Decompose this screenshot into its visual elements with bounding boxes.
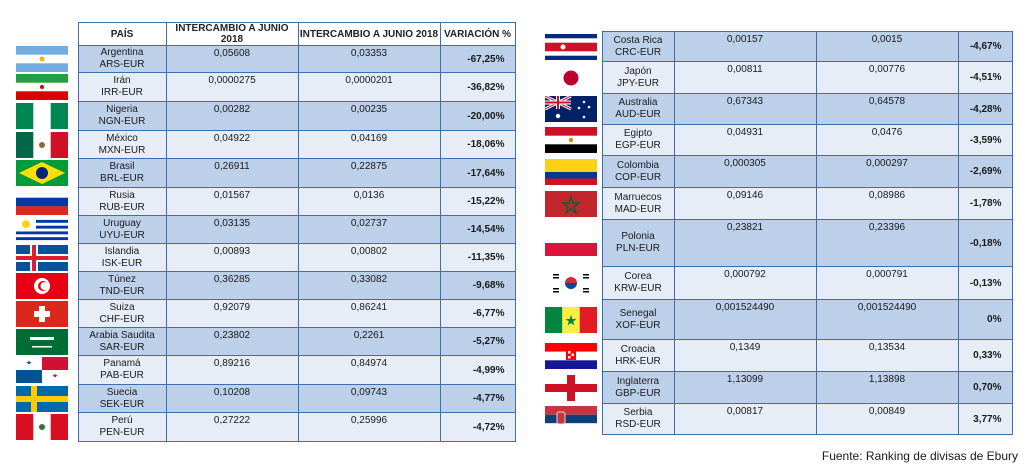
- variation-cell: -6,77%: [440, 300, 515, 328]
- rate-june-cell: 0,26911: [166, 159, 298, 188]
- rate-june-cell: 0,000792: [674, 267, 816, 300]
- serbia-flag-icon: [545, 406, 597, 432]
- country-name: Irán: [113, 75, 131, 86]
- currency-pair: KRW-EUR: [614, 283, 662, 294]
- rate-june-cell-2: 0,84974: [298, 356, 440, 385]
- table-row: [6, 46, 515, 73]
- country-cell: [602, 220, 674, 267]
- mexico-flag-icon: [16, 132, 68, 158]
- country-name: Brasil: [109, 161, 135, 172]
- country-name: Australia: [618, 97, 658, 108]
- country-cell: [602, 32, 674, 62]
- country-name: Panamá: [103, 358, 141, 369]
- rate-june-cell-2: 0,000297: [816, 156, 958, 188]
- variation-cell: -36,82%: [440, 73, 515, 102]
- country-cell: [78, 46, 166, 73]
- switzerland-flag-icon: [16, 301, 68, 327]
- poland-flag-icon: [545, 230, 597, 256]
- country-cell: [602, 372, 674, 404]
- table-row: [6, 73, 515, 102]
- rate-june-cell: 0,01567: [166, 188, 298, 216]
- senegal-flag-icon: [545, 307, 597, 333]
- variation-cell: -1,78%: [958, 188, 1012, 220]
- table-row: [540, 404, 1012, 435]
- rate-june-cell: 0,1349: [674, 340, 816, 372]
- rate-june-cell-2: 0,03353: [298, 46, 440, 73]
- table-row: [6, 272, 515, 300]
- table-row: [6, 102, 515, 131]
- variation-cell: -4,28%: [958, 94, 1012, 125]
- variation-cell: 3,77%: [958, 404, 1012, 435]
- currency-pair: COP-EUR: [614, 171, 662, 183]
- currency-pair: RSD-EUR: [615, 419, 661, 430]
- currency-pair: JPY-EUR: [617, 77, 659, 89]
- country-name: Argentina: [100, 47, 144, 58]
- country-name: Perú: [111, 415, 133, 426]
- rate-june-cell: 0,04931: [674, 125, 816, 156]
- country-name: Polonia: [621, 231, 655, 242]
- rate-june-cell: 0,0000275: [166, 73, 298, 102]
- variation-cell: -4,77%: [440, 385, 515, 413]
- rate-june-cell: 0,10208: [166, 385, 298, 413]
- rate-june-cell-2: 0,0136: [298, 188, 440, 216]
- rate-june-cell: 0,00157: [674, 32, 816, 62]
- variation-cell: -18,06%: [440, 131, 515, 159]
- uruguay-flag-icon: [16, 217, 68, 243]
- country-cell: [78, 102, 166, 131]
- variation-cell: 0%: [958, 300, 1012, 340]
- croatia-flag-icon: [545, 343, 597, 369]
- rate-june-cell-2: 0,0015: [816, 32, 958, 62]
- table-row: [6, 159, 515, 188]
- country-cell: [78, 413, 166, 442]
- currency-pair: PAB-EUR: [100, 370, 144, 381]
- rate-june-cell: 0,00282: [166, 102, 298, 131]
- source-note: Fuente: Ranking de divisas de Ebury: [821, 449, 1018, 463]
- table-row: [6, 413, 515, 442]
- currency-pair: CRC-EUR: [614, 46, 662, 58]
- rate-june-cell: 0,67343: [674, 94, 816, 125]
- table-row: [6, 131, 515, 159]
- table-row: [540, 340, 1012, 372]
- currency-pair: IRR-EUR: [101, 87, 143, 98]
- currency-pair: ARS-EUR: [99, 59, 145, 70]
- currency-pair: TND-EUR: [99, 285, 145, 297]
- country-name: Rusia: [109, 189, 135, 201]
- currency-pair: UYU-EUR: [99, 229, 145, 241]
- country-cell: [602, 404, 674, 435]
- country-cell: [602, 94, 674, 125]
- currency-pair: MXN-EUR: [98, 144, 146, 156]
- left-exchange-table: [6, 22, 516, 442]
- rate-june-cell: 1,13099: [674, 372, 816, 404]
- variation-cell: -4,51%: [958, 62, 1012, 94]
- variation-cell: -0,13%: [958, 267, 1012, 300]
- table-row: [540, 125, 1012, 156]
- rate-june-cell-2: 0,86241: [298, 300, 440, 328]
- variation-cell: -14,54%: [440, 216, 515, 244]
- rate-june-cell: 0,36285: [166, 272, 298, 300]
- rate-june-cell-2: 0,0476: [816, 125, 958, 156]
- rate-june-cell-2: 0,2261: [298, 328, 440, 356]
- variation-cell: -4,72%: [440, 413, 515, 442]
- rate-june-cell: 0,89216: [166, 356, 298, 385]
- rate-june-cell: 0,04922: [166, 131, 298, 159]
- currency-pair: SEK-EUR: [99, 398, 145, 410]
- country-name: Japón: [624, 65, 652, 77]
- table-row: [540, 94, 1012, 125]
- rate-june-cell: 0,05608: [166, 46, 298, 73]
- variation-cell: -5,27%: [440, 328, 515, 356]
- table-row: [540, 372, 1012, 404]
- country-name: Costa Rica: [613, 34, 663, 46]
- variation-cell: -9,68%: [440, 272, 515, 300]
- variation-cell: -20,00%: [440, 102, 515, 131]
- variation-cell: -3,59%: [958, 125, 1012, 156]
- argentina-flag-icon: [16, 46, 68, 72]
- variation-cell: -4,67%: [958, 32, 1012, 62]
- currency-pair: SAR-EUR: [99, 341, 145, 353]
- table-row: [6, 300, 515, 328]
- australia-flag-icon: [545, 96, 597, 122]
- table-row: [6, 385, 515, 413]
- country-cell: [78, 244, 166, 272]
- country-cell: [78, 328, 166, 356]
- variation-cell: -2,69%: [958, 156, 1012, 188]
- iceland-flag-icon: [16, 245, 68, 271]
- brazil-flag-icon: [16, 160, 68, 186]
- country-cell: [78, 159, 166, 188]
- rate-june-cell: 0,000305: [674, 156, 816, 188]
- colombia-flag-icon: [545, 159, 597, 185]
- rate-june-cell: 0,00893: [166, 244, 298, 272]
- variation-cell: 0,70%: [958, 372, 1012, 404]
- country-name: Croacia: [620, 343, 656, 355]
- saudi-arabia-flag-icon: [16, 329, 68, 355]
- rate-june-cell: 0,03135: [166, 216, 298, 244]
- currency-pair: CHF-EUR: [99, 313, 145, 325]
- currency-pair: BRL-EUR: [100, 173, 144, 184]
- rate-june-cell-2: 0,00235: [298, 102, 440, 131]
- country-header: PAÍS: [78, 23, 166, 46]
- table-row: [6, 244, 515, 272]
- country-name: Islandia: [104, 245, 140, 257]
- rate-june-cell-2: 0,09743: [298, 385, 440, 413]
- russia-flag-icon: [16, 189, 68, 215]
- rate-june-cell: 0,001524490: [674, 300, 816, 340]
- currency-pair: HRK-EUR: [615, 355, 661, 367]
- country-cell: [602, 340, 674, 372]
- country-cell: [602, 188, 674, 220]
- table-row: [6, 188, 515, 216]
- country-name: Senegal: [619, 307, 657, 319]
- rate-june-cell: 0,00817: [674, 404, 816, 435]
- country-name: Inglaterra: [616, 375, 660, 387]
- egypt-flag-icon: [545, 127, 597, 153]
- costa-rica-flag-icon: [545, 34, 597, 60]
- country-name: Uruguay: [103, 217, 141, 229]
- table-row: [540, 220, 1012, 267]
- rate-june-cell: 0,27222: [166, 413, 298, 442]
- country-name: Colombia: [616, 159, 660, 171]
- variation-cell: -0,18%: [958, 220, 1012, 267]
- rate-june-cell-2: 0,00849: [816, 404, 958, 435]
- rate-june-cell-2: 0,33082: [298, 272, 440, 300]
- variation-cell: -11,35%: [440, 244, 515, 272]
- table-row: [540, 32, 1012, 62]
- country-name: Nigeria: [106, 104, 138, 115]
- sweden-flag-icon: [16, 386, 68, 412]
- table-row: [6, 356, 515, 385]
- country-cell: [602, 125, 674, 156]
- country-name: Túnez: [108, 273, 136, 285]
- country-name: México: [106, 132, 138, 144]
- rate-june-cell-2: 0,02737: [298, 216, 440, 244]
- country-cell: [602, 300, 674, 340]
- flag-header-blank: [6, 23, 78, 46]
- country-name: Corea: [624, 271, 652, 282]
- currency-pair: PLN-EUR: [616, 243, 660, 254]
- rate-june-cell-2: 1,13898: [816, 372, 958, 404]
- table-row: [6, 328, 515, 356]
- rate-june-cell: 0,09146: [674, 188, 816, 220]
- iran-flag-icon: [16, 74, 68, 100]
- rate-june-cell-2: 0,00776: [816, 62, 958, 94]
- col2-header: INTERCAMBIO A JUNIO 2018: [298, 23, 440, 46]
- nigeria-flag-icon: [16, 103, 68, 129]
- table-row: [540, 188, 1012, 220]
- rate-june-cell-2: 0,04169: [298, 131, 440, 159]
- currency-pair: PEN-EUR: [99, 427, 145, 438]
- country-cell: [602, 156, 674, 188]
- variation-cell: -17,64%: [440, 159, 515, 188]
- country-cell: [78, 216, 166, 244]
- table-row: [540, 267, 1012, 300]
- currency-pair: AUD-EUR: [615, 109, 661, 120]
- rate-june-cell-2: 0,00802: [298, 244, 440, 272]
- country-cell: [78, 188, 166, 216]
- rate-june-cell-2: 0,0000201: [298, 73, 440, 102]
- rate-june-cell: 0,92079: [166, 300, 298, 328]
- rate-june-cell-2: 0,22875: [298, 159, 440, 188]
- england-flag-icon: [545, 375, 597, 401]
- rate-june-cell-2: 0,001524490: [816, 300, 958, 340]
- rate-june-cell-2: 0,08986: [816, 188, 958, 220]
- country-cell: [78, 272, 166, 300]
- country-cell: [78, 73, 166, 102]
- currency-pair: NGN-EUR: [98, 116, 146, 127]
- country-name: Marruecos: [614, 191, 662, 203]
- rate-june-cell: 0,00811: [674, 62, 816, 94]
- variation-cell: -4,99%: [440, 356, 515, 385]
- korea-flag-icon: [545, 270, 597, 296]
- currency-pair: MAD-EUR: [614, 203, 662, 215]
- rate-june-cell-2: 0,13534: [816, 340, 958, 372]
- variation-cell: -67,25%: [440, 46, 515, 73]
- currency-pair: XOF-EUR: [615, 319, 661, 331]
- japan-flag-icon: [545, 65, 597, 91]
- morocco-flag-icon: [545, 191, 597, 217]
- peru-flag-icon: [16, 414, 68, 440]
- col1-header: INTERCAMBIO A JUNIO 2018: [166, 23, 298, 46]
- rate-june-cell-2: 0,25996: [298, 413, 440, 442]
- currency-pair: GBP-EUR: [615, 387, 661, 399]
- currency-pair: EGP-EUR: [615, 140, 661, 151]
- country-cell: [602, 62, 674, 94]
- rate-june-cell: 0,23821: [674, 220, 816, 267]
- country-cell: [78, 356, 166, 385]
- country-name: Arabia Saudita: [89, 329, 155, 341]
- country-name: Suiza: [109, 301, 135, 313]
- rate-june-cell-2: 0,23396: [816, 220, 958, 267]
- currency-pair: RUB-EUR: [99, 201, 145, 213]
- country-name: Serbia: [623, 407, 653, 418]
- variation-header: VARIACIÓN %: [440, 23, 515, 46]
- variation-cell: 0,33%: [958, 340, 1012, 372]
- table-row: [540, 156, 1012, 188]
- currency-pair: ISK-EUR: [101, 257, 143, 269]
- table-row: [540, 300, 1012, 340]
- right-exchange-table: [540, 31, 1013, 435]
- country-name: Egipto: [623, 128, 653, 139]
- table-row: [6, 216, 515, 244]
- variation-cell: -15,22%: [440, 188, 515, 216]
- country-cell: [602, 267, 674, 300]
- rate-june-cell-2: 0,000791: [816, 267, 958, 300]
- rate-june-cell: 0,23802: [166, 328, 298, 356]
- country-cell: [78, 385, 166, 413]
- country-cell: [78, 131, 166, 159]
- country-cell: [78, 300, 166, 328]
- tunisia-flag-icon: [16, 273, 68, 299]
- table-row: [540, 62, 1012, 94]
- rate-june-cell-2: 0,64578: [816, 94, 958, 125]
- country-name: Suecia: [106, 386, 138, 398]
- panama-flag-icon: [16, 357, 68, 383]
